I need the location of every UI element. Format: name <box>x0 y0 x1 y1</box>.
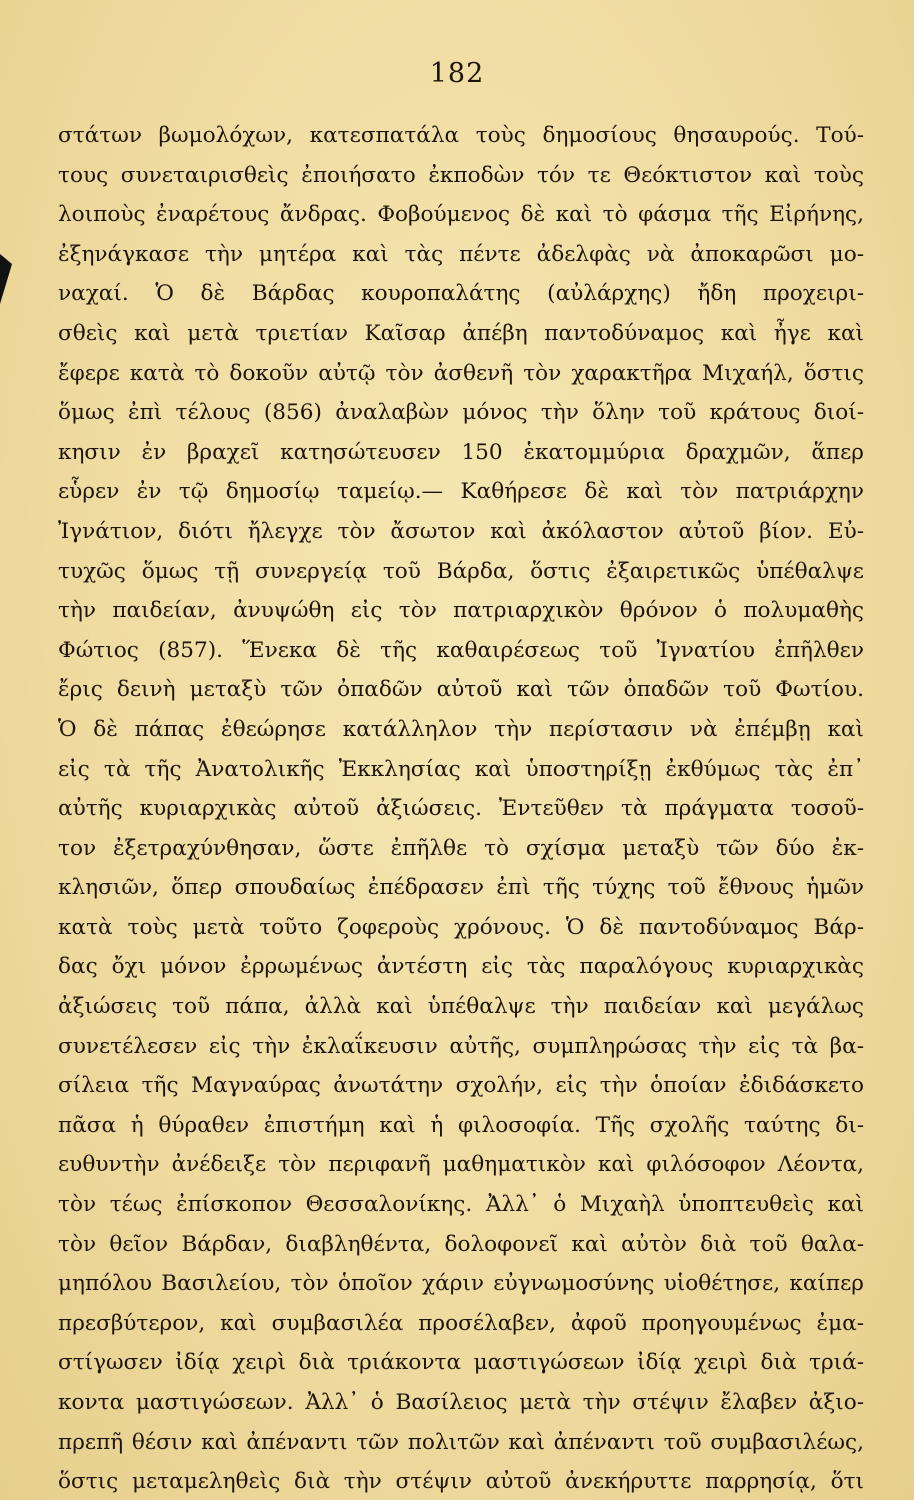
page-number: 182 <box>429 58 485 89</box>
text-line: σίλεια τῆς Μαγναύρας ἀνωτάτην σχολήν, εἰς τὴν ὁποίαν ἐδιδάσκετο <box>58 1073 864 1099</box>
text-line: τους συνεταιρισθεὶς ἐποιήσατο ἐκποδὼν τόν τε Θεόκτιστον καὶ τοὺς <box>58 162 864 188</box>
text-line: ὅμως ἐπὶ τέλους (856) ἀναλαβὼν μόνος τὴν ὅλην τοῦ κράτους διοί- <box>58 400 864 426</box>
text-line: μηπόλου Βασιλείου, τὸν ὁποῖον χάριν εὐγνωμοσύνης υἱοθέτησε, καίπερ <box>58 1271 864 1297</box>
text-line: τὴν παιδείαν, ἀνυψώθη εἰς τὸν πατριαρχικὸν θρόνον ὁ πολυμαθὴς <box>58 598 864 624</box>
text-line: αὐτῆς κυριαρχικὰς αὐτοῦ ἀξιώσεις. Ἐντεῦθεν τὰ πράγματα τοσοῦ- <box>58 796 864 822</box>
text-line: Ὁ δὲ πάπας ἐθεώρησε κατάλληλον τὴν περίστασιν νὰ ἐπέμβῃ καὶ <box>58 716 864 742</box>
text-line: πρεσβύτερον, καὶ συμβασιλέα προσέλαβεν, ἀφοῦ προηγουμένως ἐμα- <box>58 1310 864 1336</box>
text-line: πᾶσα ἡ θύραθεν ἐπιστήμη καὶ ἡ φιλοσοφία. Τῆς σχολῆς ταύτης δι- <box>58 1112 864 1138</box>
text-line: πρεπῆ θέσιν καὶ ἀπέναντι τῶν πολιτῶν καὶ ἀπέναντι τοῦ συμβασιλέως, <box>58 1429 864 1455</box>
text-line: Φώτιος (857). Ἕνεκα δὲ τῆς καθαιρέσεως τοῦ Ἰγνατίου ἐπῆλθεν <box>58 637 864 663</box>
text-line: κλησιῶν, ὅπερ σπουδαίως ἐπέδρασεν ἐπὶ τῆς τύχης τοῦ ἔθνους ἡμῶν <box>58 875 864 901</box>
text-line: κατὰ τοὺς μετὰ τοῦτο ζοφεροὺς χρόνους. Ὁ δὲ παντοδύναμος Βάρ- <box>58 914 864 940</box>
text-line: σθεὶς καὶ μετὰ τριετίαν Καῖσαρ ἀπέβη παντοδύναμος καὶ ἦγε καὶ <box>58 320 864 346</box>
text-line: εἰς τὰ τῆς Ἀνατολικῆς Ἐκκλησίας καὶ ὑποστηρίξῃ ἐκθύμως τὰς ἐπ᾿ <box>58 756 864 782</box>
text-line: δας ὄχι μόνον ἐρρωμένως ἀντέστη εἰς τὰς παραλόγους κυριαρχικὰς <box>58 954 864 980</box>
text-line: ἐξηνάγκασε τὴν μητέρα καὶ τὰς πέντε ἀδελφὰς νὰ ἀποκαρῶσι μο- <box>58 241 864 267</box>
text-line: τὸν θεῖον Βάρδαν, διαβληθέντα, δολοφονεῖ καὶ αὐτὸν διὰ τοῦ θαλα- <box>58 1231 864 1257</box>
text-line: ὅστις μεταμεληθεὶς διὰ τὴν στέψιν αὐτοῦ ἀνεκήρυττε παρρησίᾳ, ὅτι <box>58 1469 864 1495</box>
text-line: ἀξιώσεις τοῦ πάπα, ἀλλὰ καὶ ὑπέθαλψε τὴν παιδείαν καὶ μεγάλως <box>58 994 864 1020</box>
text-line: ἔρις δεινὴ μεταξὺ τῶν ὀπαδῶν αὐτοῦ καὶ τῶν ὀπαδῶν τοῦ Φωτίου. <box>58 677 864 703</box>
text-line: τυχῶς ὅμως τῇ συνεργείᾳ τοῦ Βάρδα, ὅστις ἐξαιρετικῶς ὑπέθαλψε <box>58 558 864 584</box>
text-line: ἔφερε κατὰ τὸ δοκοῦν αὐτῷ τὸν ἀσθενῆ τὸν χαρακτῆρα Μιχαήλ, ὅστις <box>58 360 864 386</box>
text-line: συνετέλεσεν εἰς τὴν ἐκλαΐκευσιν αὐτῆς, συμπληρώσας τὴν εἰς τὰ βα- <box>58 1033 864 1059</box>
text-body <box>58 116 864 1500</box>
text-line: ναχαί. Ὁ δὲ Βάρδας κουροπαλάτης (αὐλάρχης) ἤδη προχειρι- <box>58 281 864 307</box>
margin-ink-mark <box>0 254 12 304</box>
text-line: στίγωσεν ἰδίᾳ χειρὶ διὰ τριάκοντα μαστιγώσεων ἰδίᾳ χειρὶ διὰ τριά- <box>58 1350 864 1376</box>
text-line: κοντα μαστιγώσεων. Ἀλλ᾿ ὁ Βασίλειος μετὰ τὴν στέψιν ἔλαβεν ἀξιο- <box>58 1390 864 1415</box>
text-line: κησιν ἐν βραχεῖ κατησώτευσεν 150 ἑκατομμύρια δραχμῶν, ἅπερ <box>58 439 864 465</box>
text-line: εὗρεν ἐν τῷ δημοσίῳ ταμείῳ.— Καθήρεσε δὲ καὶ τὸν πατριάρχην <box>58 479 864 505</box>
text-line: λοιποὺς ἐναρέτους ἄνδρας. Φοβούμενος δὲ καὶ τὸ φάσμα τῆς Εἰρήνης, <box>58 202 864 228</box>
text-line: Ἰγνάτιον, διότι ἤλεγχε τὸν ἄσωτον καὶ ἀκόλαστον αὐτοῦ βίον. Εὐ- <box>58 518 864 544</box>
text-line: στάτων βωμολόχων, κατεσπατάλα τοὺς δημοσίους θησαυρούς. Τού- <box>58 123 864 148</box>
text-line: τον ἐξετραχύνθησαν, ὥστε ἐπῆλθε τὸ σχίσμα μεταξὺ τῶν δύο ἐκ- <box>58 835 864 861</box>
text-line: ευθυντὴν ἀνέδειξε τὸν περιφανῆ μαθηματικὸν καὶ φιλόσοφον Λέοντα, <box>58 1152 864 1178</box>
text-line: τὸν τέως ἐπίσκοπον Θεσσαλονίκης. Ἀλλ᾿ ὁ Μιχαὴλ ὑποπτευθεὶς καὶ <box>58 1192 864 1218</box>
